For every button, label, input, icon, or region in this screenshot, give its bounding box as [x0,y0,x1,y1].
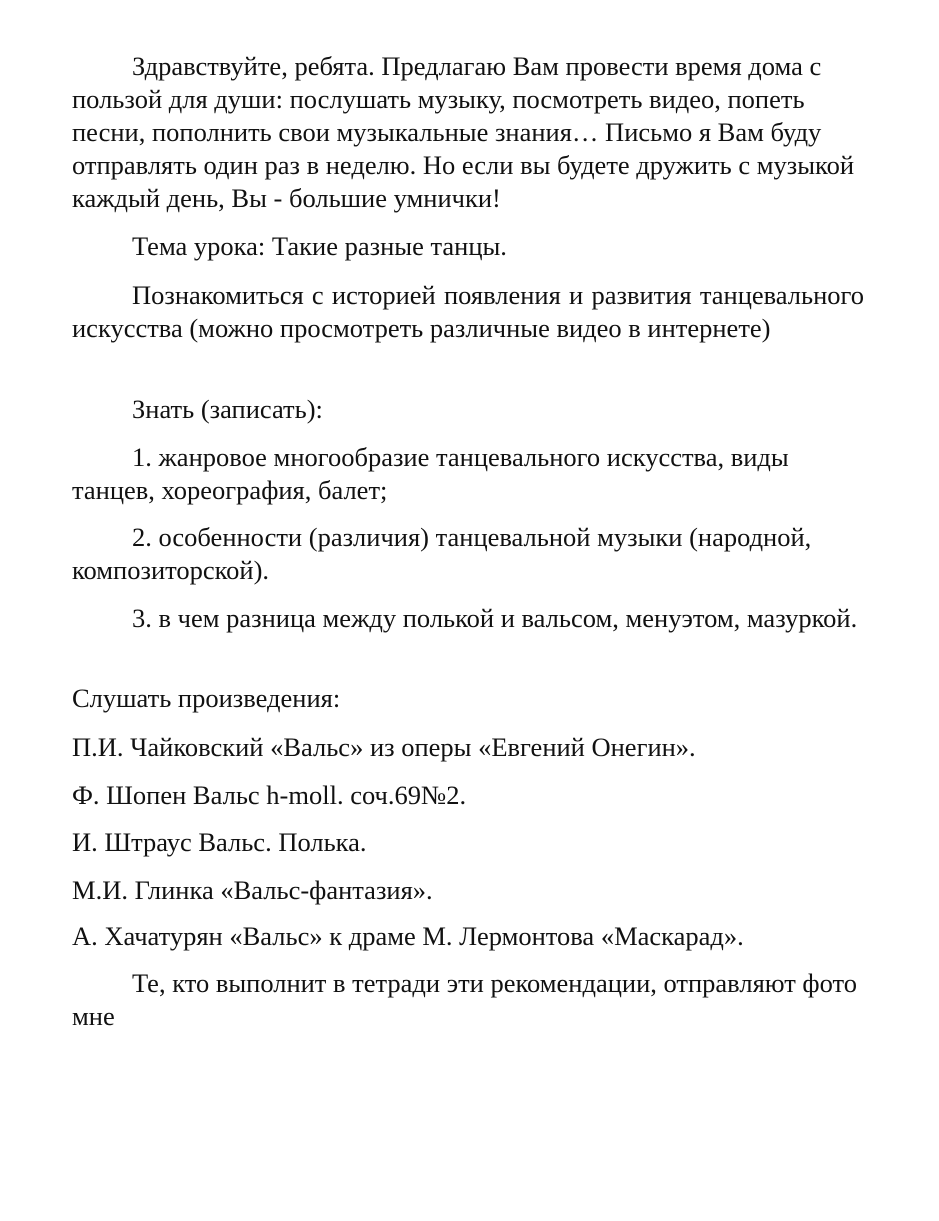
lesson-topic: Тема урока: Такие разные танцы. [132,231,507,261]
know-item-1: 1. жанровое многообразие танцевального искусства, виды танцев, хореография, балет; [72,442,789,505]
listen-item-2: Ф. Шопен Вальс h-moll. соч.69№2. [72,780,467,810]
listen-heading: Слушать произведения: [72,683,341,713]
know-heading: Знать (записать): [132,394,323,424]
listen-item-1: П.И. Чайковский «Вальс» из оперы «Евгений Онегин». [72,732,696,762]
know-item-2: 2. особенности (различия) танцевальной музыки (народной, композиторской). [72,522,812,585]
listen-item-5: А. Хачатурян «Вальс» к драме М. Лермонтова «Маскарад». [72,921,744,951]
listen-item-4: М.И. Глинка «Вальс-фантазия». [72,875,433,905]
closing-paragraph: Те, кто выполнит в тетради эти рекомендации, отправляют фото мне [72,968,857,1031]
know-item-3: 3. в чем разница между полькой и вальсом, менуэтом, мазуркой. [132,603,858,633]
intro-paragraph: Здравствуйте, ребята. Предлагаю Вам провести время дома с пользой для души: послушать музыку, посмотреть видео, попеть песни, пополнить свои музыкальные знания… Письмо я Вам буду отправлять один раз в неделю. Но если вы будете дружить с музыкой каждый день, Вы - большие умнички! [72,51,854,213]
listen-item-3: И. Штраус Вальс. Полька. [72,827,367,857]
task-paragraph: Познакомиться с историей появления и развития танцевального искусства (можно просмотреть различные видео в интернете) [72,280,864,343]
